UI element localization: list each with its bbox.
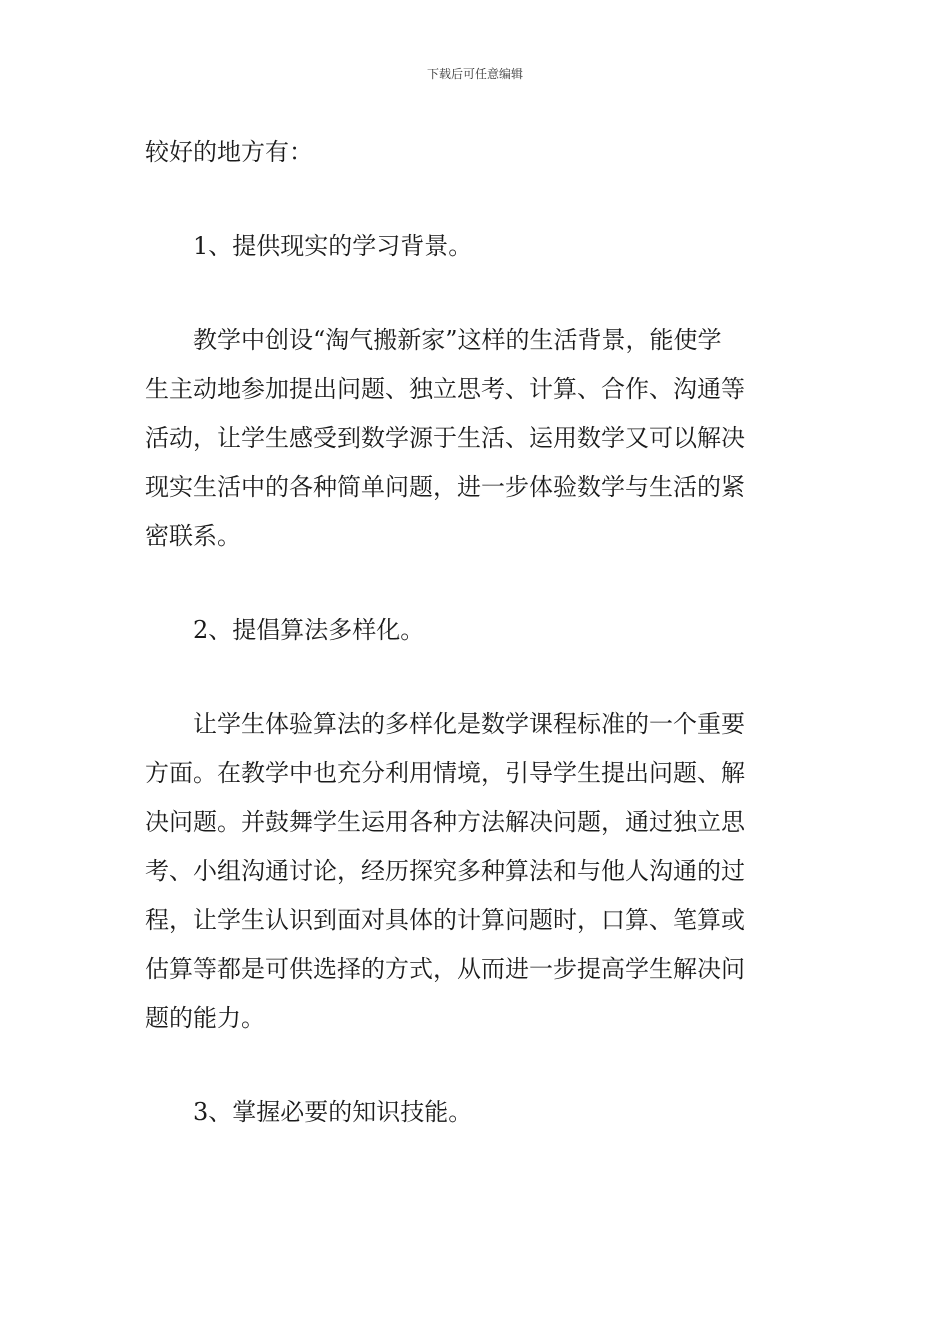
paragraph-line: 生主动地参加提出问题、独立思考、计算、合作、沟通等 <box>145 375 745 403</box>
paragraph-line: 题的能力。 <box>145 1004 265 1032</box>
intro-text: 较好的地方有： <box>145 138 313 166</box>
point-2-paragraph <box>145 700 810 1043</box>
paragraph-line: 方面。在教学中也充分利用情境，引导学生提出问题、解 <box>145 759 745 787</box>
point-2-heading: 2、提倡算法多样化。 <box>193 616 425 644</box>
point-1-paragraph <box>145 316 810 561</box>
paragraph-line: 现实生活中的各种简单问题，进一步体验数学与生活的紧 <box>145 473 745 501</box>
document-body <box>145 128 810 1137</box>
point-3-heading: 3、掌握必要的知识技能。 <box>193 1098 473 1126</box>
paragraph-line: 密联系。 <box>145 522 241 550</box>
paragraph-line: 估算等都是可供选择的方式，从而进一步提高学生解决问 <box>145 955 745 983</box>
paragraph-line: 考、小组沟通讨论，经历探究多种算法和与他人沟通的过 <box>145 857 745 885</box>
paragraph-line: 决问题。并鼓舞学生运用各种方法解决问题，通过独立思 <box>145 808 745 836</box>
page-header: 下载后可任意编辑 <box>426 67 523 81</box>
point-1-heading: 1、提供现实的学习背景。 <box>193 232 473 260</box>
paragraph-line: 活动，让学生感受到数学源于生活、运用数学又可以解决 <box>145 424 745 452</box>
paragraph-line: 让学生体验算法的多样化是数学课程标准的一个重要 <box>193 710 745 738</box>
paragraph-line: 教学中创设“淘气搬新家”这样的生活背景，能使学 <box>193 326 722 354</box>
paragraph-line: 程，让学生认识到面对具体的计算问题时，口算、笔算或 <box>145 906 745 934</box>
